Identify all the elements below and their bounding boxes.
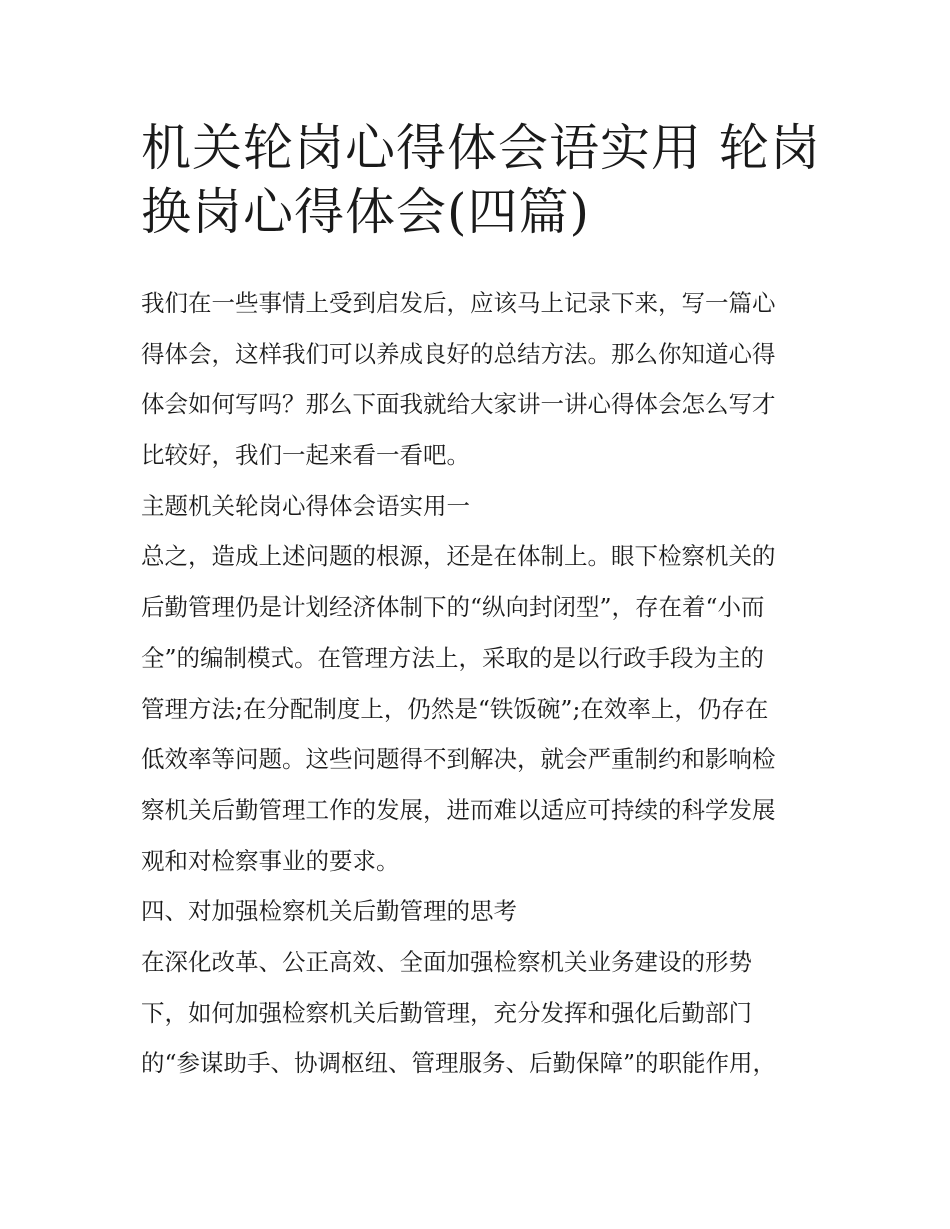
intro-line-4: 比较好，我们一起来看一看吧。 bbox=[141, 441, 470, 470]
document-title bbox=[141, 116, 821, 244]
section-heading-2: 四、对加强检察机关后勤管理的思考 bbox=[141, 897, 517, 926]
title-line-1: 机关轮岗心得体会语实用 轮岗 bbox=[141, 119, 821, 177]
paragraph-line-6: 察机关后勤管理工作的发展，进而难以适应可持续的科学发展 bbox=[141, 795, 776, 824]
paragraph-line-8: 在深化改革、公正高效、全面加强检察机关业务建设的形势 bbox=[141, 947, 752, 976]
paragraph-line-1: 总之，造成上述问题的根源，还是在体制上。眼下检察机关的 bbox=[141, 542, 776, 571]
paragraph-line-3: 全”的编制模式。在管理方法上，采取的是以行政手段为主的 bbox=[141, 643, 765, 672]
paragraph-line-5: 低效率等问题。这些问题得不到解决，就会严重制约和影响检 bbox=[141, 745, 776, 774]
paragraph-line-10: 的“参谋助手、协调枢纽、管理服务、后勤保障”的职能作用， bbox=[141, 1049, 777, 1078]
section-heading-1: 主题机关轮岗心得体会语实用一 bbox=[141, 491, 470, 520]
intro-line-2: 得体会，这样我们可以养成良好的总结方法。那么你知道心得 bbox=[141, 339, 776, 368]
document-body bbox=[141, 278, 831, 1089]
paragraph-line-2: 后勤管理仍是计划经济体制下的“纵向封闭型”，存在着“小而 bbox=[141, 593, 765, 622]
intro-line-3: 体会如何写吗？那么下面我就给大家讲一讲心得体会怎么写才 bbox=[141, 390, 776, 419]
title-line-2: 换岗心得体会(四篇) bbox=[141, 183, 591, 241]
paragraph-line-9: 下，如何加强检察机关后勤管理，充分发挥和强化后勤部门 bbox=[141, 998, 752, 1027]
paragraph-line-7: 观和对检察事业的要求。 bbox=[141, 846, 400, 875]
paragraph-line-4: 管理方法;在分配制度上，仍然是“铁饭碗”;在效率上，仍存在 bbox=[141, 694, 769, 723]
intro-line-1: 我们在一些事情上受到启发后，应该马上记录下来，写一篇心 bbox=[141, 289, 776, 317]
